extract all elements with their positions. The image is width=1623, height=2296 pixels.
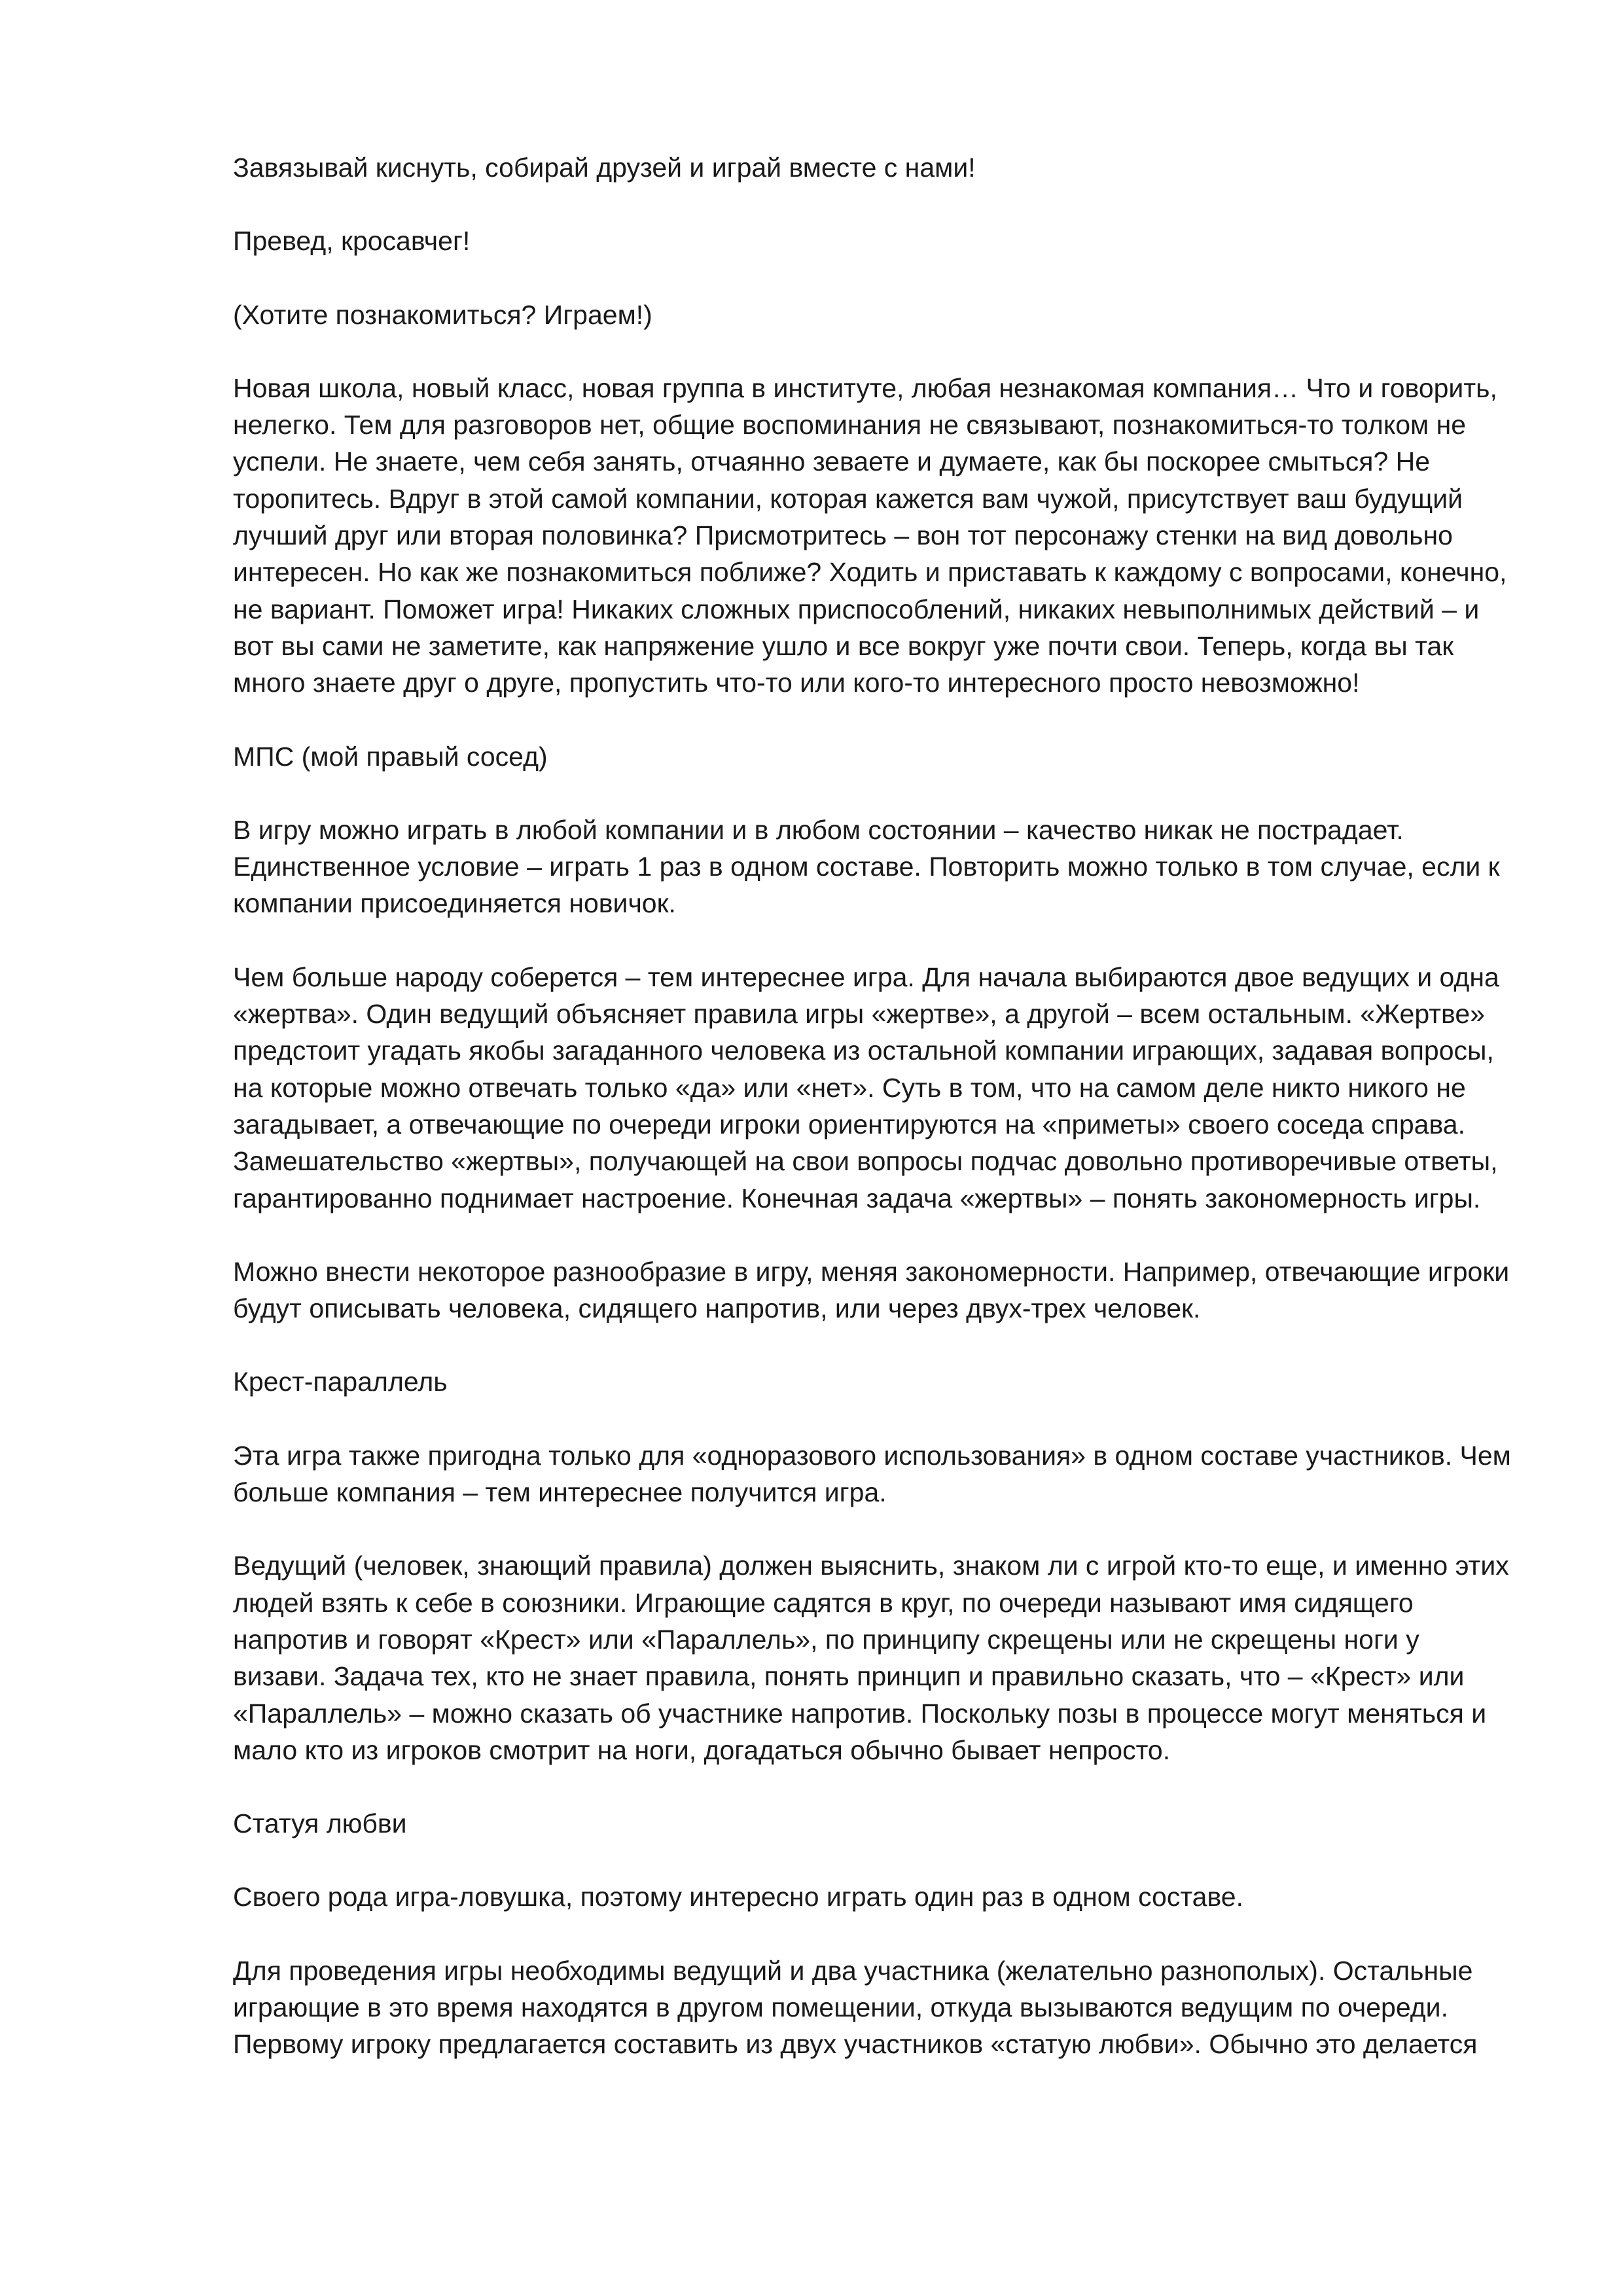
mps-paragraph-1: В игру можно играть в любой компании и в любом состоянии – качество никак не пострадает. Единственное условие – играть 1 раз в одном составе. Повторить можно только в том случае, если к компании присоединяется новичок. — [233, 814, 1500, 919]
section-heading-love-statue: Статуя любви — [233, 1808, 407, 1839]
mps-paragraph-2: Чем больше народу соберется – тем интереснее игра. Для начала выбираются двое ведущих и одна «жертва». Один ведущий объясняет правила игры «жертве», а другой – всем остальным. «Жертве» предстоит угадать якобы загаданного человека из остальной компании играющих, задавая вопросы, на которые можно отвечать только «да» или «нет». Суть в том, что на самом деле никто никого не загадывает, а отвечающие по очереди игроки ориентируются на «приметы» своего соседа справа. Замешательство «жертвы», получающей на свои вопросы подчас довольно противоречивые ответы, гарантированно поднимает настроение. Конечная задача «жертвы» – понять закономерность игры. — [233, 961, 1499, 1213]
cross-parallel-paragraph-2: Ведущий (человек, знающий правила) должен выяснить, знаком ли с игрой кто-то еще, и именно этих людей взять к себе в союзники. Играющие садятся в круг, по очереди называют имя сидящего напротив и говорят «Крест» или «Параллель», по принципу скрещены или не скрещены ноги у визави. Задача тех, кто не знает правила, понять принцип и правильно сказать, что – «Крест» или «Параллель» – можно сказать об участнике напротив. Поскольку позы в процессе могут меняться и мало кто из игроков смотрит на ноги, догадаться обычно бывает непросто. — [233, 1551, 1509, 1765]
greeting-line: Превед, кросавчег! — [233, 226, 471, 257]
intro-paragraph: Новая школа, новый класс, новая группа в институте, любая незнакомая компания… Что и говорить, нелегко. Тем для разговоров нет, общие воспоминания не связывают, познакомиться-то толком не успели. Не знаете, чем себя занять, отчаянно зеваете и думаете, как бы поскорее смыться? Не торопитесь. Вдруг в этой самой компании, которая кажется вам чужой, присутствует ваш будущий лучший друг или вторая половинка? Присмотритесь – вон тот персонажу стенки на вид довольно интересен. Но как же познакомиться поближе? Ходить и приставать к каждому с вопросами, конечно, не вариант. Поможет игра! Никаких сложных приспособлений, никаких невыполнимых действий – и вот вы сами не заметите, как напряжение ушло и все вокруг уже почти свои. Теперь, когда вы так много знаете друг о друге, пропустить что-то или кого-то интересного просто невозможно! — [233, 372, 1507, 698]
intro-line: Завязывай киснуть, собирай друзей и играй вместе с нами! — [233, 152, 976, 183]
subtitle-line: (Хотите познакомиться? Играем!) — [233, 299, 652, 330]
document-body — [233, 149, 1516, 2100]
love-statue-paragraph-2: Для проведения игры необходимы ведущий и два участника (желательно разнополых). Остальные играющие в это время находятся в другом помещении, откуда вызываются ведущим по очереди. Первому игроку предлагается составить из двух участников «статую любви». Обычно это делается — [233, 1955, 1478, 2060]
section-heading-mps: МПС (мой правый сосед) — [233, 741, 548, 772]
cross-parallel-paragraph-1: Эта игра также пригодна только для «одноразового использования» в одном составе участников. Чем больше компания – тем интереснее получится игра. — [233, 1440, 1511, 1508]
love-statue-paragraph-1: Своего рода игра-ловушка, поэтому интересно играть один раз в одном составе. — [233, 1882, 1243, 1912]
mps-paragraph-3: Можно внести некоторое разнообразие в игру, меняя закономерности. Например, отвечающие игроки будут описывать человека, сидящего напротив, или через двух-трех человек. — [233, 1256, 1510, 1324]
section-heading-cross-parallel: Крест-параллель — [233, 1367, 448, 1397]
